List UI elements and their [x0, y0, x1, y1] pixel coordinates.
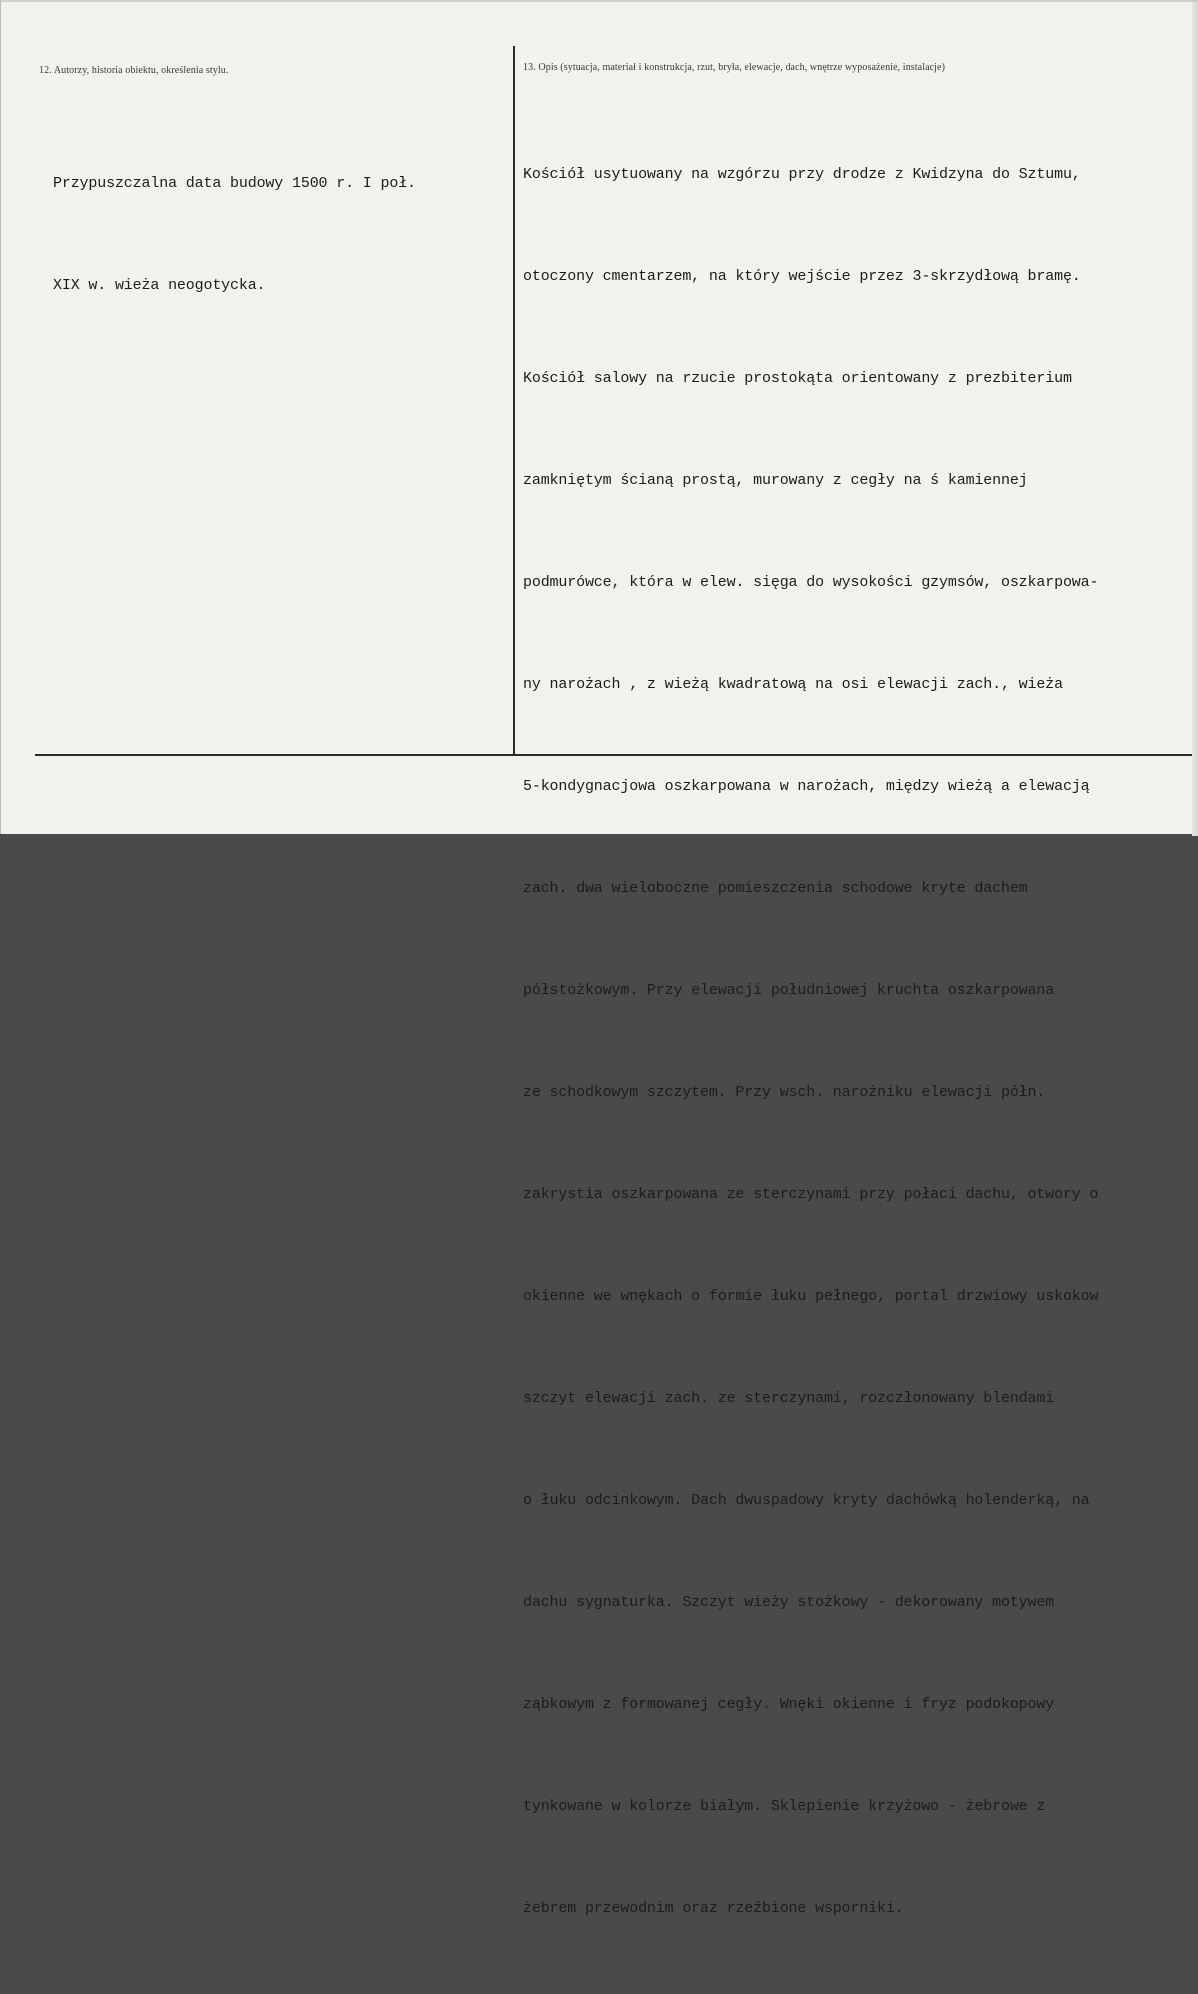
text-line: ząbkowym z formowanej cegły. Wnęki okienne i fryz podokopowy — [523, 1696, 1055, 1713]
text-line: 5-kondygnacjowa oszkarpowana w narożach, między wieżą a elewacją — [523, 778, 1090, 795]
text-line: okienne we wnękach o formie łuku pełnego, portal drzwiowy uskokow — [523, 1288, 1099, 1305]
text-line: ze schodkowym szczytem. Przy wsch. narożniku elewacji półn. — [523, 1084, 1046, 1101]
text-line: otoczony cmentarzem, na który wejście przez 3-skrzydłową bramę. — [523, 268, 1081, 285]
text-line: ny narożach , z wieżą kwadratową na osi elewacji zach., wieża — [523, 676, 1063, 693]
text-line: podmurówce, która w elew. sięga do wysokości gzymsów, oszkarpowa- — [523, 574, 1099, 591]
text-line: dachu sygnaturka. Szczyt wieży stożkowy - dekorowany motywem — [523, 1594, 1055, 1611]
field-13-area — [515, 82, 1195, 1917]
text-line: półstożkowym. Przy elewacji południowej kruchta oszkarpowana — [523, 982, 1055, 999]
text-line: tynkowane w kolorze białym. Sklepienie krzyżowo - żebrowe z — [523, 1798, 1046, 1815]
text-line: Kościół usytuowany na wzgórzu przy drodze z Kwidzyna do Sztumu, — [523, 166, 1081, 183]
text-line: szczyt elewacji zach. ze sterczynami, rozczłonowany blendami — [523, 1390, 1055, 1407]
text-line: zakrystia oszkarpowana ze sterczynami przy połaci dachu, otwory o — [523, 1186, 1099, 1203]
text-line: żebrem przewodnim oraz rzeźbione wsporniki. — [523, 1900, 904, 1917]
field-12-label: 12. Autorzy, historia obiektu, określenia stylu. — [39, 65, 229, 76]
text-line: zamkniętym ścianą prostą, murowany z cegły na ś kamiennej — [523, 472, 1028, 489]
text-line: Kościół salowy na rzucie prostokąta orientowany z prezbiterium — [523, 370, 1072, 387]
text-line: XIX w. wieża neogotycka. — [53, 277, 266, 294]
text-line: zach. dwa wieloboczne pomieszczenia schodowe kryte dachem — [523, 880, 1028, 897]
field-13-label: 13. Opis (sytuacja, materiał i konstrukcja, rzut, bryła, elewacje, dach, wnętrze wyposażenie, instalacje) — [523, 62, 945, 73]
field-12-text — [53, 99, 416, 371]
text-line: o łuku odcinkowym. Dach dwuspadowy kryty dachówką holenderką, na — [523, 1492, 1090, 1509]
text-line: Przypuszczalna data budowy 1500 r. I poł. — [53, 175, 416, 192]
field-13-text — [523, 90, 1098, 1994]
bottom-rule — [35, 754, 1195, 756]
